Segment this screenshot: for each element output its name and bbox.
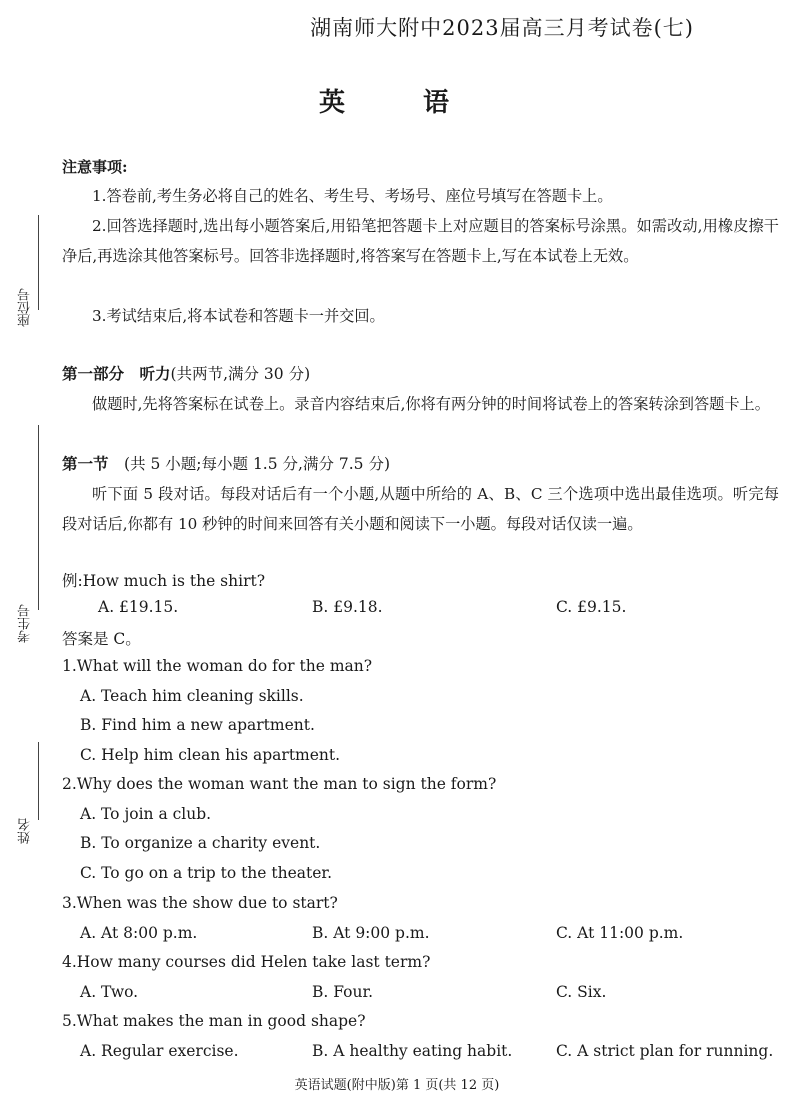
q3-option-c: C. At 11:00 p.m.	[556, 924, 684, 942]
section1-heading-text: 第一节	[62, 454, 109, 473]
q4-option-b: B. Four.	[312, 983, 374, 1001]
q4-option-c: C. Six.	[556, 983, 607, 1001]
question-1: 1.What will the woman do for the man?	[62, 657, 373, 675]
part1-heading-note: (共两节,满分 30 分)	[170, 365, 311, 383]
question-2: 2.Why does the woman want the man to sign the form?	[62, 775, 497, 793]
q5-option-b: B. A healthy eating habit.	[312, 1042, 513, 1060]
name-line	[38, 742, 39, 820]
exam-no-line	[38, 425, 39, 610]
exam-title: 湖南师大附中2023届高三月考试卷(七)	[310, 16, 694, 40]
section1-heading-note: (共 5 小题;每小题 1.5 分,满分 7.5 分)	[124, 455, 390, 473]
example-answer: 答案是 C。	[62, 630, 141, 648]
part1-instruction: 做题时,先将答案标在试卷上。录音内容结束后,你将有两分钟的时间将试卷上的答案转涂到答题卡上。	[92, 395, 770, 413]
subject-title: 英 语	[318, 88, 475, 118]
q1-option-b: B. Find him a new apartment.	[80, 716, 315, 734]
q2-option-a: A. To join a club.	[80, 805, 212, 823]
notice-heading: 注意事项:	[62, 158, 128, 176]
question-5: 5.What makes the man in good shape?	[62, 1012, 366, 1030]
section1-heading	[62, 452, 390, 474]
part1-heading-text: 第一部分 听力	[62, 364, 171, 383]
name-label: 姓名	[18, 818, 33, 844]
question-3: 3.When was the show due to start?	[62, 894, 338, 912]
section1-instruction: 听下面 5 段对话。每段对话后有一个小题,从题中所给的 A、B、C 三个选项中选出最佳选项。听完每段对话后,你都有 10 秒钟的时间来回答有关小题和阅读下一小题。每段对话仅读一遍。	[62, 485, 779, 533]
q1-option-a: A. Teach him cleaning skills.	[80, 687, 304, 705]
example-option-a: A. £19.15.	[98, 598, 179, 616]
seat-label: 座位号	[18, 288, 33, 327]
notice-item-3: 3.考试结束后,将本试卷和答题卡一并交回。	[92, 307, 385, 325]
page-footer: 英语试题(附中版)第 1 页(共 12 页)	[294, 1078, 500, 1093]
example-option-c: C. £9.15.	[556, 598, 627, 616]
example-question: 例:How much is the shirt?	[62, 572, 266, 590]
q5-option-a: A. Regular exercise.	[80, 1042, 239, 1060]
part1-heading	[62, 362, 310, 384]
q3-option-a: A. At 8:00 p.m.	[80, 924, 198, 942]
question-4: 4.How many courses did Helen take last term?	[62, 953, 431, 971]
q2-option-b: B. To organize a charity event.	[80, 834, 321, 852]
q4-option-a: A. Two.	[80, 983, 139, 1001]
q2-option-c: C. To go on a trip to the theater.	[80, 864, 333, 882]
exam-no-label: 考生号	[18, 604, 33, 643]
notice-item-1: 1.答卷前,考生务必将自己的姓名、考生号、考场号、座位号填写在答题卡上。	[92, 187, 613, 205]
notice-item-2: 2.回答选择题时,选出每小题答案后,用铅笔把答题卡上对应题目的答案标号涂黑。如需改动,用橡皮擦干净后,再选涂其他答案标号。回答非选择题时,将答案写在答题卡上,写在本试卷上无效。	[62, 217, 779, 265]
q5-option-c: C. A strict plan for running.	[556, 1042, 774, 1060]
q1-option-c: C. Help him clean his apartment.	[80, 746, 341, 764]
q3-option-b: B. At 9:00 p.m.	[312, 924, 430, 942]
example-option-b: B. £9.18.	[312, 598, 383, 616]
